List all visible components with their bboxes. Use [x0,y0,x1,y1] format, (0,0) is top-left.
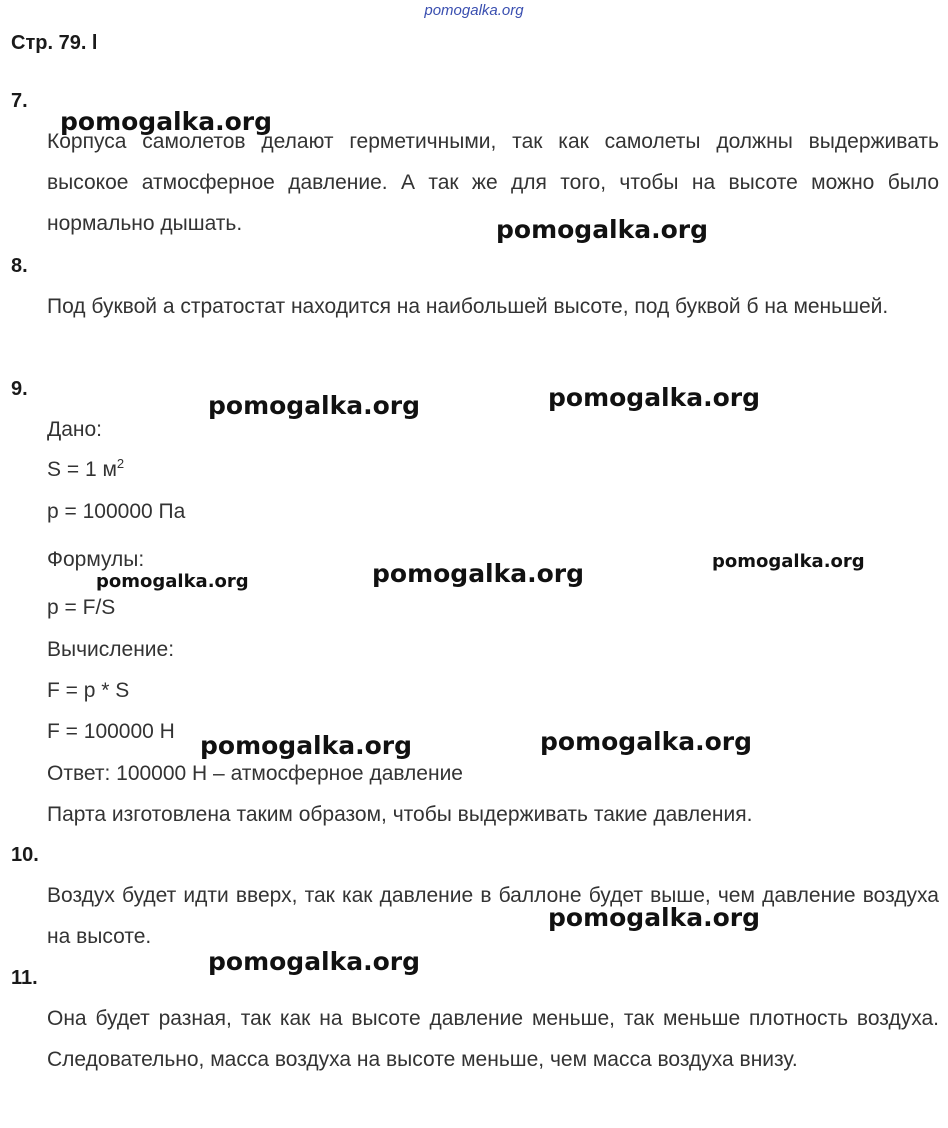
pressure-value: p = 100000 Па [47,500,186,523]
site-link[interactable]: pomogalka.org [424,2,524,19]
task-11-text: Она будет разная, так как на высоте давление меньше, так меньше плотность воздуха. Следовательно, масса воздуха на высоте меньше, чем масса воздуха внизу. [47,1007,939,1071]
calc-label: Вычисление: [47,638,175,661]
area-value [47,458,124,482]
calc-step-2: F = 100000 Н [47,720,175,743]
calc-step-1: F = p * S [47,679,130,702]
watermark: pomogalka.org [60,107,273,136]
page-title: Стр. 79. l [11,32,98,54]
task-10-number: 10. [11,844,39,866]
task-8-number: 8. [11,255,28,277]
watermark: pomogalka.org [712,551,865,572]
watermark: pomogalka.org [208,391,421,420]
formulas-label: Формулы: [47,548,145,571]
area-value-text: S = 1 м [47,458,117,481]
answer: Ответ: 100000 Н – атмосферное давление [47,762,463,785]
watermark: pomogalka.org [200,731,413,760]
area-exponent: 2 [116,456,125,471]
task-7-number: 7. [11,90,28,112]
formula: p = F/S [47,596,116,619]
watermark: pomogalka.org [96,571,249,592]
task-8-text: Под буквой а стратостат находится на наибольшей высоте, под буквой б на меньшей. [47,295,889,318]
given-label: Дано: [47,418,103,441]
watermark: pomogalka.org [208,947,421,976]
task-10-text: Воздух будет идти вверх, так как давление в баллоне будет выше, чем давление воздуха на высоте. [47,884,939,948]
watermark: pomogalka.org [548,383,761,412]
task-7-text: Корпуса самолетов делают герметичными, так как самолеты должны выдерживать высокое атмосферное давление. А так же для того, чтобы на высоте можно было нормально дышать. [47,130,939,235]
watermark: pomogalka.org [496,215,709,244]
task-11-number: 11. [11,967,38,989]
watermark: pomogalka.org [372,559,585,588]
task-9-note: Парта изготовлена таким образом, чтобы выдерживать такие давления. [47,803,753,826]
watermark: pomogalka.org [548,903,761,932]
watermark: pomogalka.org [540,727,753,756]
task-9-number: 9. [11,378,28,400]
